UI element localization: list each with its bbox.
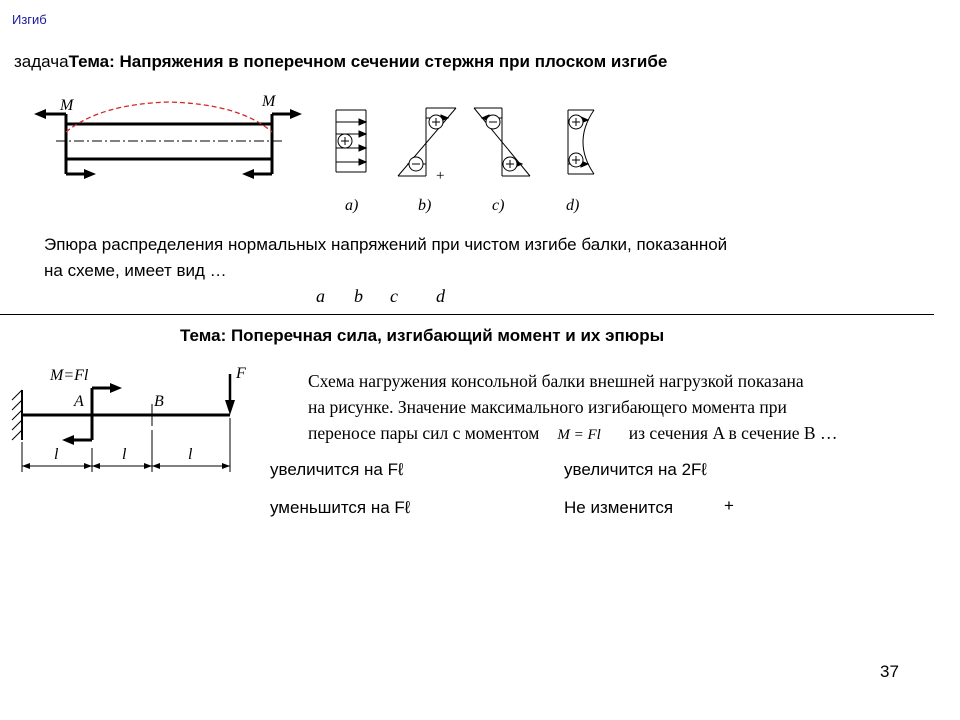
stress-diagram-c [474,108,530,176]
beam-diagram [34,102,302,179]
point-a-label: A [74,393,84,410]
page-number: 37 [880,662,899,681]
diagram-label-d: d) [566,197,580,214]
correct-mark-2: + [724,496,734,515]
task2-question-line3-start: переносе пары сил с моментом [308,423,540,443]
task1-prefix: задача [14,52,69,71]
pure-bending-figure [0,84,620,224]
span-label-1: l [54,446,59,463]
task2-title: Тема: Поперечная сила, изгибающий момент и их эпюры [180,326,665,345]
moment-left-label: M [60,97,74,114]
span-label-3: l [188,446,193,463]
section-label: Изгиб [12,12,47,27]
task1-question-line1: Эпюра распределения нормальных напряжений при чистом изгибе балки, показанной [44,235,728,254]
task1-topic: Тема: Напряжения в поперечном сечении стержня при плоском изгибе [68,52,668,71]
span-label-2: l [122,446,127,463]
option-d[interactable]: d [436,286,445,306]
option-c[interactable]: c [390,286,398,306]
diagram-label-c: c) [492,197,505,214]
moment-right-label: M [262,93,276,110]
stress-diagram-b [398,108,456,176]
option-b[interactable]: b [354,286,363,306]
section-divider [0,314,934,315]
task2-question-line3-end: из сечения A в сечение B … [628,423,838,443]
stress-diagram-d [568,110,594,174]
task2-question [308,368,948,446]
task2-question-line2: на рисунке. Значение максимального изгибающего момента при [308,397,787,417]
force-label: F [236,365,246,382]
option-a[interactable]: a [316,286,325,306]
answer-increase-2fl[interactable]: увеличится на 2Fℓ [564,460,707,479]
task1-title [14,52,667,72]
task2-question-line3 [308,420,948,446]
task1-question [44,232,894,284]
task2-question-line1: Схема нагружения консольной балки внешней нагрузкой показана [308,371,804,391]
stress-diagram-a [336,110,366,172]
point-b-label: B [154,393,164,410]
answer-decrease-fl[interactable]: уменьшится на Fℓ [270,498,411,517]
moment-formula: M = Fl [557,427,601,443]
task1-question-line2: на схеме, имеет вид … [44,261,227,280]
moment-label: M=Fl [50,367,89,384]
diagram-label-b: b) [418,197,432,214]
answer-increase-fl[interactable]: увеличится на Fℓ [270,460,404,479]
diagram-label-a: a) [345,197,359,214]
cantilever-figure [0,360,290,476]
correct-mark-1: + [436,168,445,184]
answer-unchanged[interactable]: Не изменится [564,498,674,517]
